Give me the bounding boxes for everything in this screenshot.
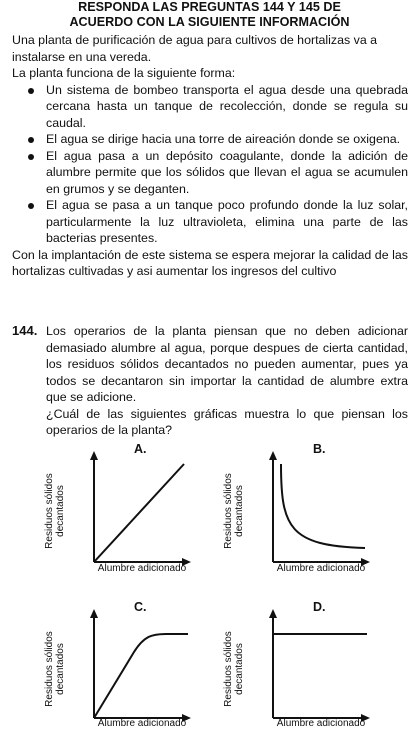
list-item	[12, 82, 408, 132]
option-letter: B.	[313, 442, 326, 456]
graph-option-d[interactable]	[223, 600, 419, 750]
question-prompt: ¿Cuál de las siguientes gráficas muestra lo que piensan los operarios de la planta?	[46, 406, 408, 437]
graph-option-b[interactable]	[223, 442, 419, 592]
data-curve	[281, 464, 365, 548]
bullet-icon	[28, 203, 34, 209]
data-curve	[94, 634, 188, 718]
list-item	[12, 131, 408, 148]
y-axis-label: Residuos sólidos decantados	[44, 631, 66, 707]
list-item-text: Un sistema de bombeo transporta el agua desde una quebrada cercana hasta un tanque de recolección, donde se regula su caudal.	[46, 82, 408, 130]
y-axis-arrow-icon	[269, 609, 277, 618]
context-text	[12, 32, 408, 280]
option-letter: C.	[134, 600, 147, 614]
option-letter: A.	[134, 442, 147, 456]
process-list	[12, 82, 408, 247]
header-line-1: RESPONDA LAS PREGUNTAS 144 Y 145 DE	[78, 0, 341, 14]
bullet-icon	[28, 88, 34, 94]
data-curve	[94, 464, 184, 562]
question-144	[12, 323, 408, 439]
y-axis-arrow-icon	[90, 609, 98, 618]
intro-paragraph-1: Una planta de purificación de agua para cultivos de hortalizas va a instalarse en una vereda.	[12, 33, 378, 64]
bullet-icon	[28, 154, 34, 160]
list-item	[12, 148, 408, 198]
question-number: 144.	[12, 323, 38, 338]
intro-paragraph-3: Con la implantación de este sistema se espera mejorar la calidad de las hortalizas cultivadas y asi aumentar los ingresos del cultivo	[12, 247, 408, 278]
option-letter: D.	[313, 600, 326, 614]
list-item-text: El agua pasa a un depósito coagulante, donde la adición de alumbre permite que los sólidos que llevan el agua se acumulen en grumos y se deganten.	[46, 148, 408, 196]
y-axis-label: Residuos sólidos decantados	[44, 473, 66, 549]
graph-b-plot	[227, 442, 377, 582]
intro-paragraph-2: La planta funciona de la siguiente forma:	[12, 66, 236, 80]
x-axis-label: Alumbre adicionado	[276, 718, 366, 729]
section-header	[0, 0, 419, 30]
y-axis-label: Residuos sólidos decantados	[223, 631, 245, 707]
x-axis-label: Alumbre adicionado	[276, 563, 366, 574]
y-axis-arrow-icon	[269, 451, 277, 460]
header-line-2: ACUERDO CON LA SIGUIENTE INFORMACIÓN	[69, 15, 350, 29]
graph-a-plot	[48, 442, 198, 582]
question-text: Los operarios de la planta piensan que no deben adicionar demasiado alumbre al agua, porque despues de cierta cantidad, los residuos sólidos decantados no pueden aumentar, pues ya todos se decantaron sin importar la cantidad de alumbre extra que se adicione.	[46, 324, 408, 404]
list-item-text: El agua se pasa a un tanque poco profundo donde la luz solar, particularmente la luz ultravioleta, elimina una parte de las bacterias presentes.	[46, 198, 408, 245]
x-axis-label: Alumbre adicionado	[97, 563, 187, 574]
x-axis-label: Alumbre adicionado	[97, 718, 187, 729]
list-item-text: El agua se dirige hacia una torre de aireación donde se oxigena.	[46, 132, 401, 146]
y-axis-label: Residuos sólidos decantados	[223, 473, 245, 549]
y-axis-arrow-icon	[90, 451, 98, 460]
bullet-icon	[28, 137, 34, 143]
list-item	[12, 197, 408, 247]
